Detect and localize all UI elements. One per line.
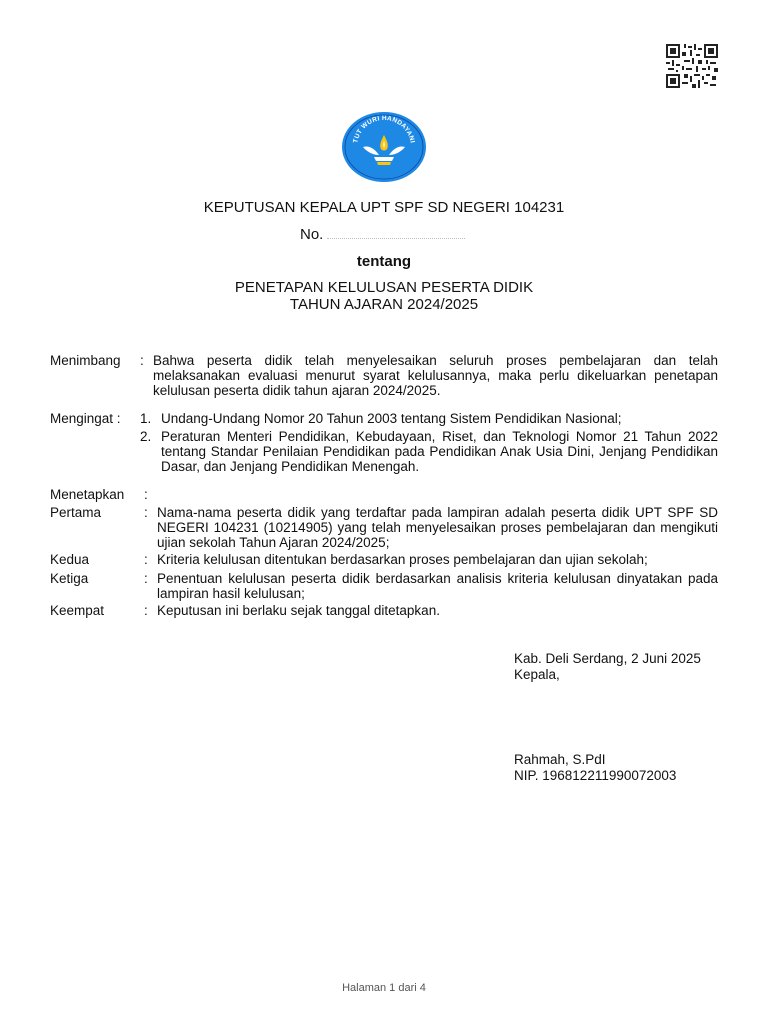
pertama-label: Pertama [50, 505, 102, 520]
decree-number [300, 226, 465, 243]
menetapkan-label: Menetapkan [50, 487, 125, 502]
ketiga-text: Penentuan kelulusan peserta didik berdasarkan analisis kriteria kelulusan dinyatakan pada lampiran hasil kelulusan; [157, 571, 718, 601]
subject-line-2: TAHUN AJARAN 2024/2025 [289, 296, 479, 313]
mengingat-item-2: Peraturan Menteri Pendidikan, Kebudayaan, Riset, dan Teknologi Nomor 21 Tahun 2022 tentang Standar Penilaian Pendidikan pada Pendidikan Anak Usia Dini, Jenjang Pendidikan Dasar, dan Jenjang Pendidikan Menengah. [161, 429, 718, 474]
kedua-text: Kriteria kelulusan ditentukan berdasarkan proses pembelajaran dan ujian sekolah; [157, 552, 648, 567]
kedua-label: Kedua [50, 552, 90, 567]
place-date: Kab. Deli Serdang, 2 Juni 2025 [514, 651, 701, 666]
menimbang-label: Menimbang [50, 353, 121, 368]
ketiga-label: Ketiga [50, 571, 89, 586]
mengingat-item-1: Undang-Undang Nomor 20 Tahun 2003 tentang Sistem Pendidikan Nasional; [161, 411, 622, 426]
pertama-text: Nama-nama peserta didik yang terdaftar pada lampiran adalah peserta didik UPT SPF SD NEGERI 104231 (10214905) yang telah menyelesaikan proses pembelajaran dan mengikuti ujian sekolah Tahun Ajaran 2024/2025; [157, 505, 718, 550]
mengingat-num-2: 2. [140, 429, 152, 444]
mengingat-label: Mengingat : [50, 411, 121, 426]
number-label: No. [300, 226, 324, 243]
menetapkan-colon: : [144, 487, 148, 502]
keempat-label: Keempat [50, 603, 105, 618]
pertama-colon: : [144, 505, 148, 520]
keempat-colon: : [144, 603, 148, 618]
menimbang-colon: : [140, 353, 144, 368]
menimbang-text: Bahwa peserta didik telah menyelesaikan seluruh proses pembelajaran dan telah melaksanakan evaluasi menurut syarat kelulusannya, maka perlu dikeluarkan penetapan kelulusan peserta didik tahun ajaran 2024/2025. [153, 353, 718, 398]
signer-position: Kepala, [514, 667, 560, 682]
mengingat-num-1: 1. [140, 411, 152, 426]
decree-title: KEPUTUSAN KEPALA UPT SPF SD NEGERI 104231 [203, 199, 565, 216]
subject-line-1: PENETAPAN KELULUSAN PESERTA DIDIK [234, 279, 534, 296]
kedua-colon: : [144, 552, 148, 567]
ketiga-colon: : [144, 571, 148, 586]
page-indicator: Halaman 1 dari 4 [342, 982, 426, 994]
tut-wuri-handayani-logo [341, 111, 427, 183]
keempat-text: Keputusan ini berlaku sejak tanggal ditetapkan. [157, 603, 440, 618]
number-blank [327, 228, 465, 239]
signer-name: Rahmah, S.PdI [514, 752, 606, 767]
signer-nip: NIP. 196812211990072003 [514, 768, 677, 783]
tentang-heading: tentang [356, 253, 412, 270]
qr-code-icon [666, 44, 718, 88]
logo-motto: TUT WURI HANDAYANI [352, 114, 416, 144]
